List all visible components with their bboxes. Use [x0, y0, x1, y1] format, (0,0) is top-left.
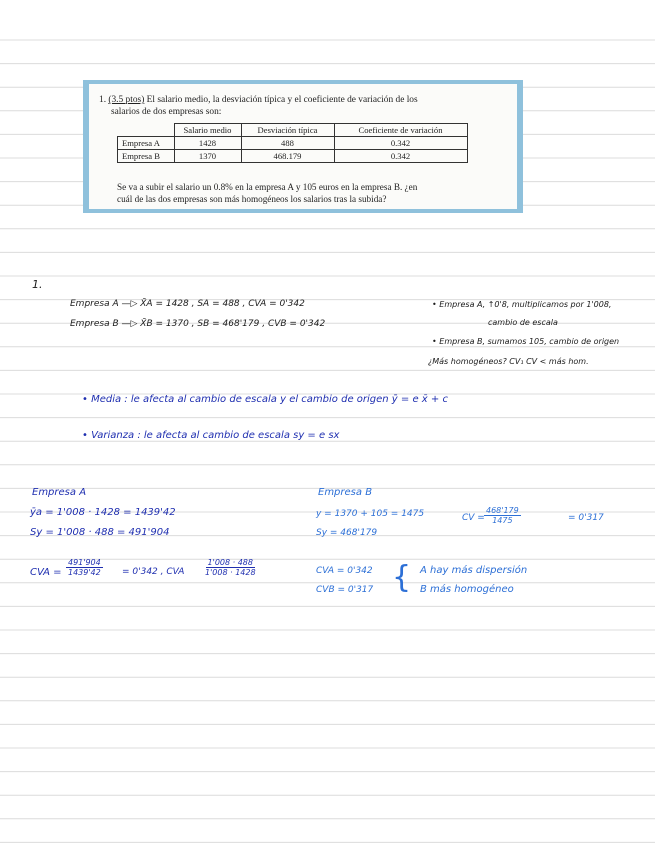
fraction-denominator: 1'008 · 1428 — [205, 568, 256, 577]
problem-points: (3.5 ptos) — [108, 95, 145, 105]
empresa-a-sd: Sy = 1'008 · 488 = 491'904 — [30, 527, 170, 538]
table-cell: 468.179 — [241, 150, 334, 163]
salary-table — [117, 123, 468, 163]
empresa-b-cv-result: = 0'317 — [568, 513, 604, 523]
notes-number: 1. — [32, 278, 43, 291]
table-cell: Empresa A — [118, 137, 175, 150]
empresa-b-cv-fraction — [484, 506, 521, 525]
question-line-2: cuál de las dos empresas son más homogéneos los salarios tras la subida? — [117, 194, 387, 204]
notes-line-empresa-b: Empresa B —▷ X̄B = 1370 , SB = 468'179 , CVB = 0'342 — [70, 319, 326, 329]
side-note-2: • Empresa B, sumamos 105, cambio de origen — [432, 337, 620, 346]
table-cell: 1428 — [174, 137, 241, 150]
table-cell: 0.342 — [334, 150, 467, 163]
problem-statement — [99, 94, 509, 118]
empresa-a-cv-fraction — [66, 558, 103, 577]
table-header-row — [118, 124, 468, 137]
side-note-1b: cambio de escala — [488, 318, 558, 327]
summary-cvb: CVB = 0'317 — [316, 585, 374, 595]
table-row — [118, 137, 468, 150]
summary-result-b: B más homogéneo — [420, 584, 514, 595]
summary-cva: CVA = 0'342 — [316, 566, 373, 576]
table-cell: 1370 — [174, 150, 241, 163]
problem-screenshot — [83, 80, 523, 213]
table-cell: Empresa B — [118, 150, 175, 163]
table-header-cell: Coeficiente de variación — [334, 124, 467, 137]
table-cell: 0.342 — [334, 137, 467, 150]
table-header-cell: Salario medio — [174, 124, 241, 137]
note-varianza: • Varianza : le afecta al cambio de escala sy = e sx — [82, 430, 340, 441]
statement-line-2: salarios de dos empresas son: — [111, 107, 222, 117]
empresa-b-cv-label: CV = — [462, 513, 485, 523]
fraction-denominator: 1475 — [492, 516, 513, 525]
note-media: • Media : le afecta al cambio de escala y el cambio de origen ȳ = e x̄ + c — [82, 394, 448, 405]
problem-question — [117, 181, 509, 205]
notes-line-empresa-a: Empresa A —▷ X̄A = 1428 , SA = 488 , CVA = 0'342 — [70, 299, 305, 309]
side-note-1: • Empresa A, ↑0'8, multiplicamos por 1'008, — [432, 300, 612, 309]
problem-number: 1. — [99, 95, 107, 105]
empresa-a-mean: ȳa = 1'008 · 1428 = 1439'42 — [30, 507, 176, 518]
fraction-denominator: 1439'42 — [68, 568, 101, 577]
fraction-numerator: 468'179 — [486, 506, 519, 515]
summary-result-a: A hay más dispersión — [420, 565, 528, 576]
empresa-b-sd: Sy = 468'179 — [316, 528, 378, 538]
table-header-cell — [118, 124, 175, 137]
empresa-b-title: Empresa B — [318, 487, 373, 498]
empresa-a-title: Empresa A — [32, 487, 87, 498]
empresa-b-mean: y = 1370 + 105 = 1475 — [316, 509, 425, 519]
table-cell: 488 — [241, 137, 334, 150]
empresa-a-cv2-fraction — [203, 558, 258, 577]
side-note-3: ¿Más homogéneos? CV₁ CV < más hom. — [428, 357, 589, 366]
question-line-1: Se va a subir el salario un 0.8% en la empresa A y 105 euros en la empresa B. ¿en — [117, 182, 418, 192]
problem-sheet — [89, 84, 517, 209]
statement-line-1: El salario medio, la desviación típica y el coeficiente de variación de los — [146, 95, 418, 105]
empresa-a-cv-label: CVA = — [30, 567, 62, 578]
fraction-numerator: 491'904 — [68, 558, 101, 567]
empresa-a-cv-result: = 0'342 , CVA — [122, 567, 185, 577]
fraction-numerator: 1'008 · 488 — [207, 558, 253, 567]
curly-brace: { — [392, 560, 412, 595]
table-header-cell: Desviación típica — [241, 124, 334, 137]
table-row — [118, 150, 468, 163]
